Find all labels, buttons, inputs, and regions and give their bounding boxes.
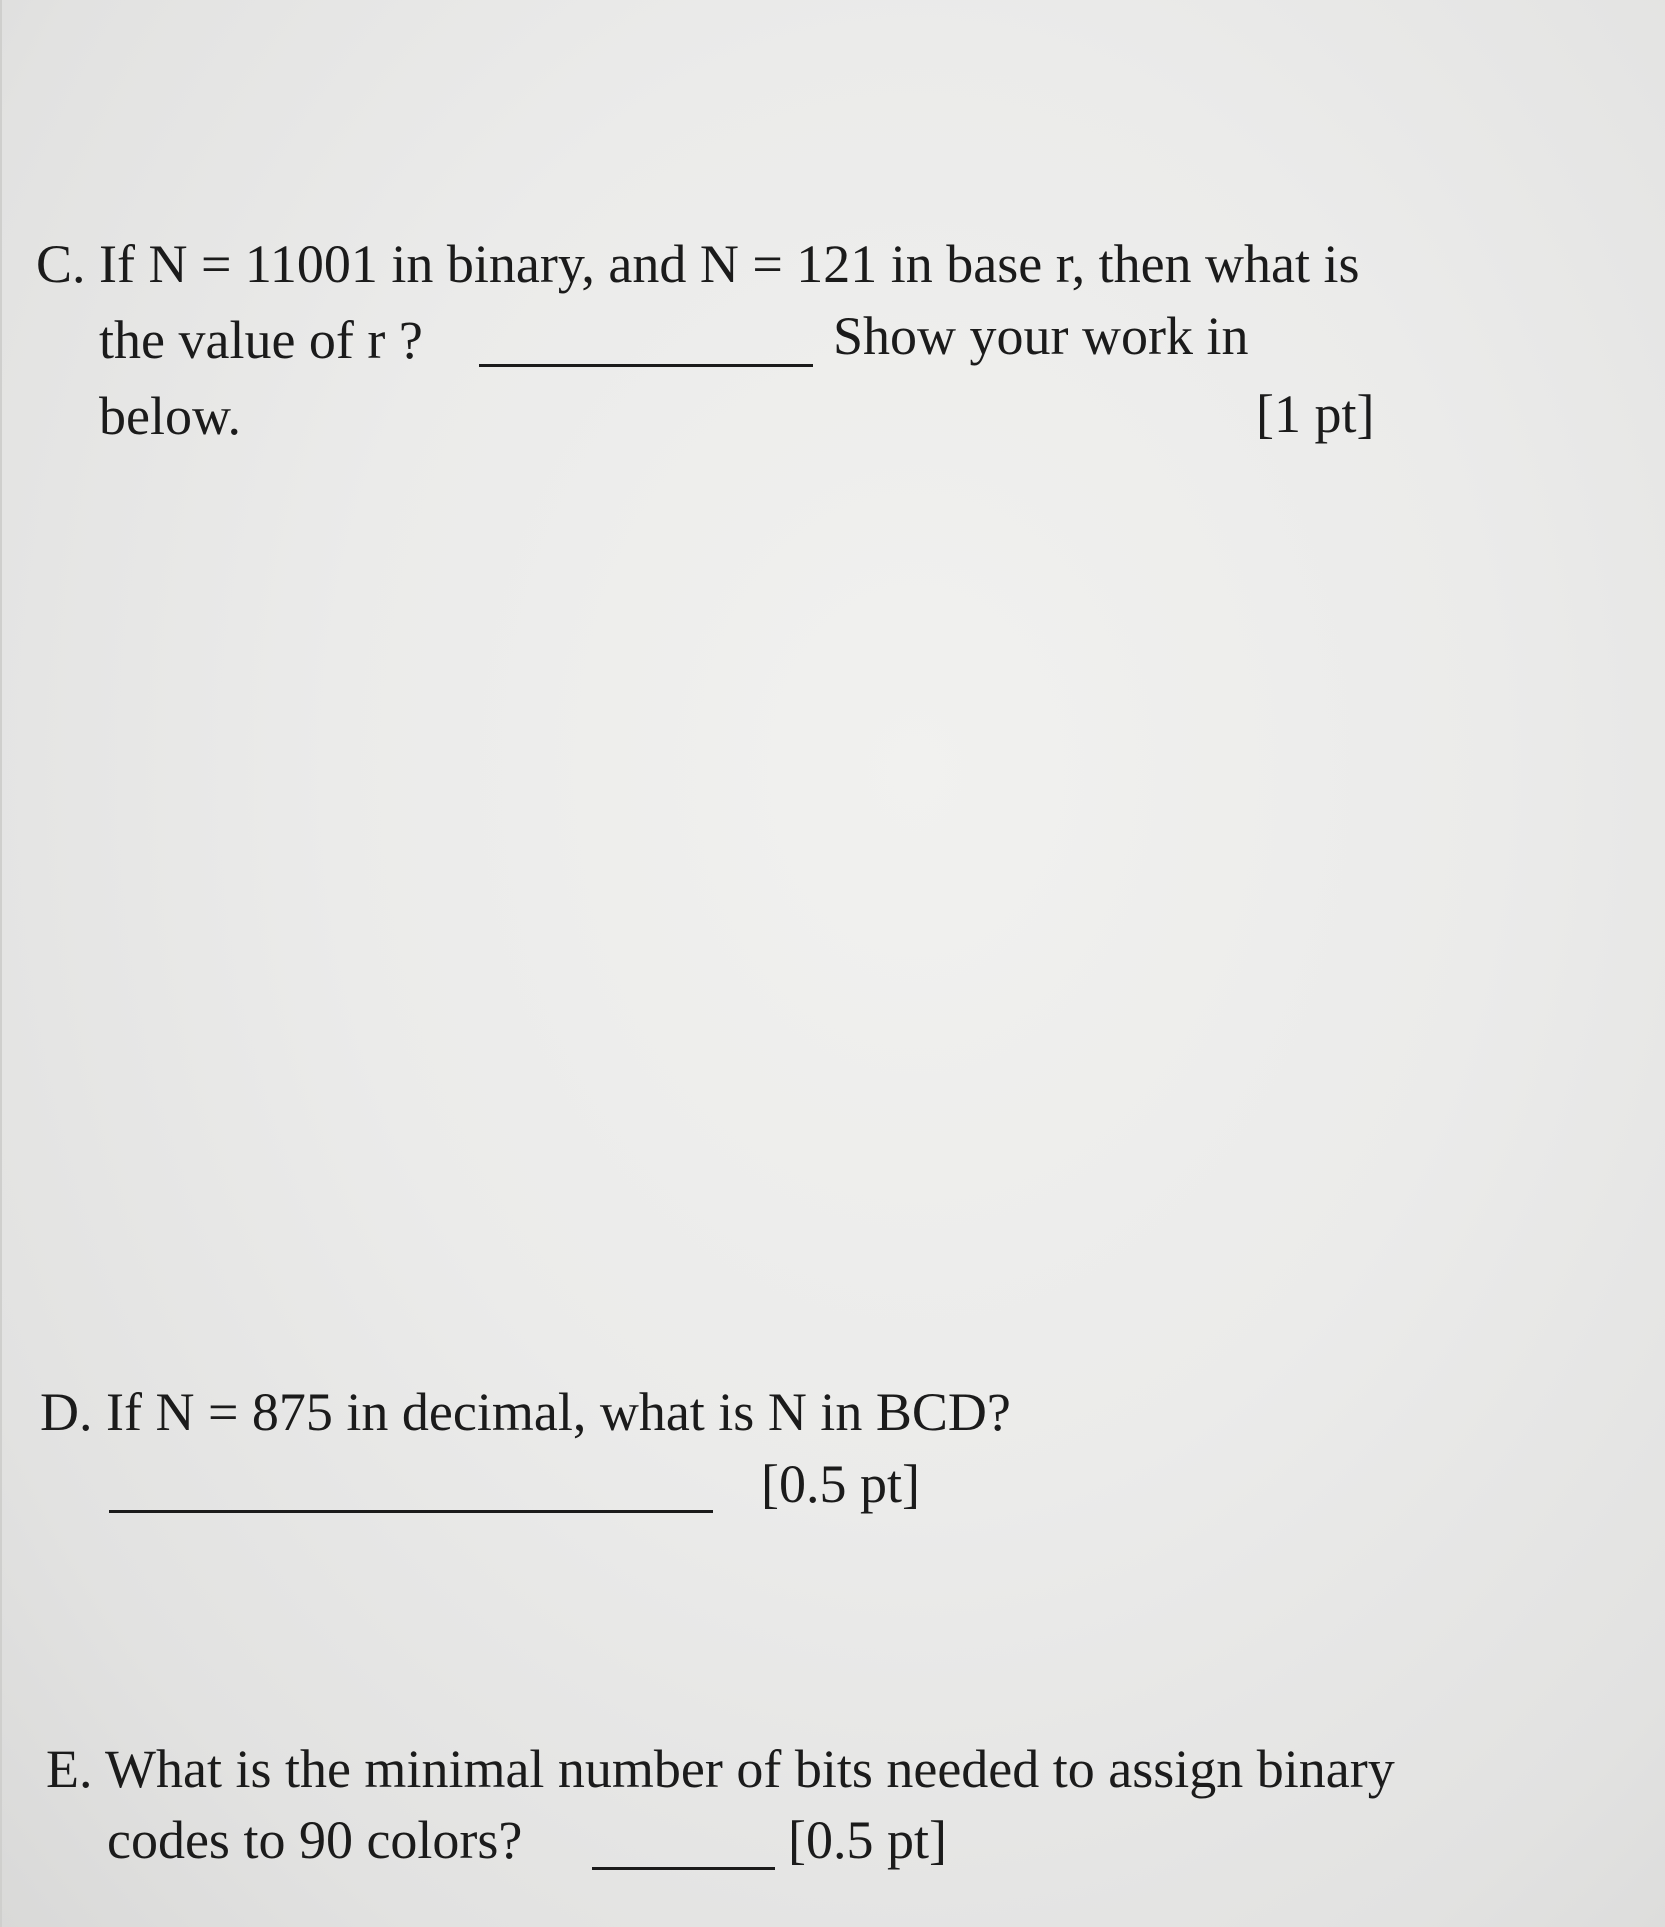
question-d-answer-blank[interactable] [109, 1510, 713, 1513]
question-e-answer-blank[interactable] [592, 1867, 775, 1870]
question-c-answer-blank[interactable] [479, 364, 813, 367]
page-edge [0, 0, 2, 1927]
question-c-line-1: C. If N = 11001 in binary, and N = 121 in base r, then what is [36, 234, 1360, 294]
question-e-line-1: E. What is the minimal number of bits needed to assign binary [46, 1739, 1395, 1799]
question-d-points: [0.5 pt] [761, 1454, 920, 1514]
question-c-line-3: below. [99, 386, 241, 446]
question-c-line-2-prefix: the value of r ? [99, 310, 423, 370]
question-c-line-2-suffix: Show your work in [833, 306, 1249, 366]
question-c-points: [1 pt] [1256, 384, 1375, 444]
question-e-points: [0.5 pt] [788, 1810, 947, 1870]
question-e-line-2: codes to 90 colors? [107, 1810, 523, 1870]
question-d-line-1: D. If N = 875 in decimal, what is N in BCD? [40, 1382, 1011, 1442]
